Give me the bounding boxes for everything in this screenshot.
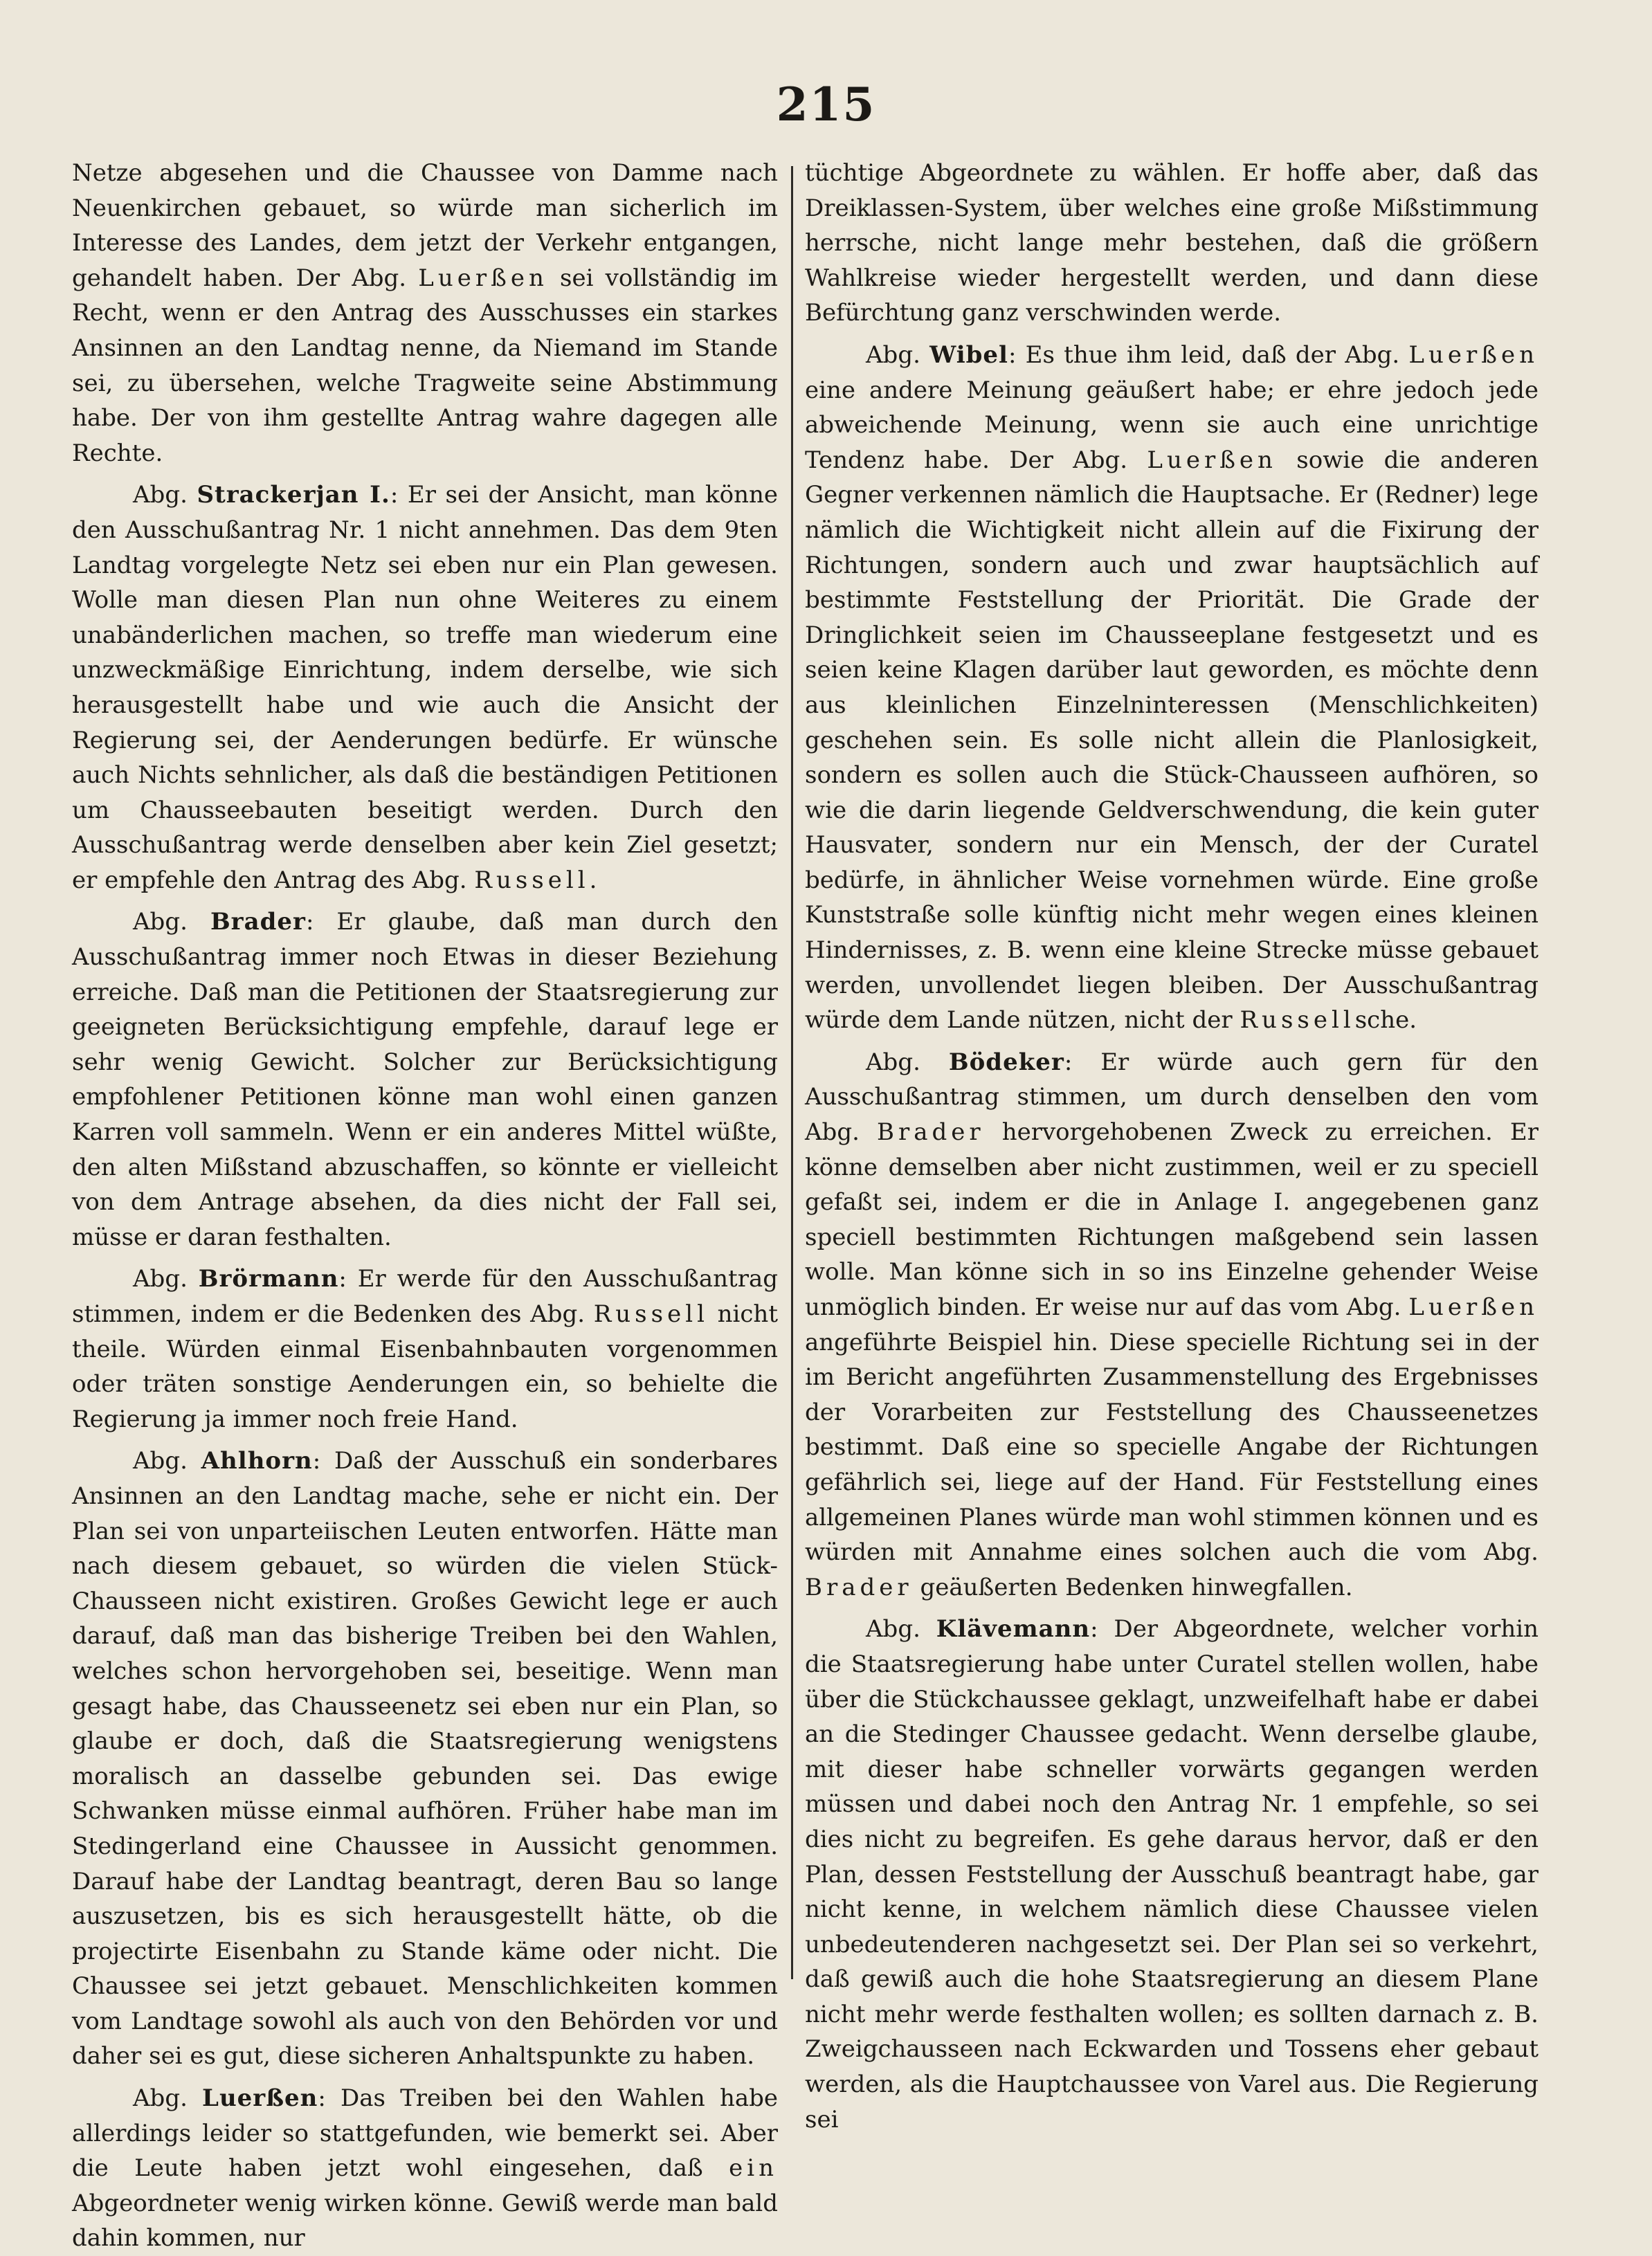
paragraph-text: . bbox=[589, 866, 597, 894]
spaced-name: ein bbox=[729, 2154, 778, 2183]
column-rule bbox=[791, 166, 793, 1979]
paragraph-text: : Der Abgeordnete, welcher vorhin die Staatsregierung habe unter Curatel stellen wollen, habe über die Stückchaussee geklagt, unzweifelhaft habe er dabei an die Stedinger Chaussee gedacht. Wenn derselbe glaube, mit dieser habe schneller vorwärts gegangen werden müssen und dabei noch den Antrag Nr. 1 empfehle, so sei dies nicht zu begreifen. Es gehe daraus hervor, daß er den Plan, dessen Feststellung der Ausschuß beantragt habe, gar nicht kenne, in welchem nämlich diese Chaussee vielen unbedeutenderen nachgesetzt sei. Der Plan sei so verkehrt, daß gewiß auch die hohe Staatsregierung an diesem Plane nicht mehr werde festhalten wollen; es sollten darnach z. B. Zweigchausseen nach Eckwarden und Tossens eher gebaut werden, als die Hauptchaussee von Varel aus. Die Regierung sei bbox=[805, 1615, 1538, 2134]
speaker-name: Brader bbox=[210, 908, 306, 936]
paragraph-text: angeführte Beispiel hin. Diese specielle Richtung sei in der im Bericht angeführten Zusammenstellung des Ergebnisses der Vorarbeiten zur Feststellung des Chausseenetzes bestimmt. Daß eine so specielle Angabe der Richtungen gefährlich sei, liege auf der Hand. Für Feststellung eines allgemeinen Planes würde man wohl stimmen können und es würden mit Annahme eines solchen auch die vom Abg. bbox=[805, 1328, 1538, 1567]
paragraph-text: Abg. bbox=[133, 2084, 203, 2113]
spaced-name: Russell bbox=[1240, 1006, 1355, 1035]
speaker-name: Luerßen bbox=[202, 2084, 318, 2113]
paragraph-text: Abg. bbox=[133, 1265, 199, 1293]
paragraph-text: Netze abgesehen und die Chaussee von Damme nach Neuenkirchen gebauet, so würde man sicherlich im Interesse des Landes, dem jetzt der Verkehr entgangen, gehandelt haben. Der Abg. bbox=[72, 159, 778, 292]
paragraph bbox=[72, 156, 778, 471]
paragraph-text: Abg. bbox=[133, 481, 197, 509]
paragraph-text: eine andere Meinung geäußert habe; er ehre jedoch jede abweichende Meinung, wenn sie auch eine unrichtige Tendenz habe. Der Abg. bbox=[805, 376, 1538, 474]
paragraph bbox=[72, 1262, 778, 1437]
right-column bbox=[805, 156, 1538, 2137]
paragraph-text: : Er werde für den Ausschußantrag stimmen, indem er die Bedenken des Abg. bbox=[72, 1265, 778, 1328]
paragraph-text: Abg. bbox=[866, 340, 930, 369]
paragraph-text: sowie die anderen Gegner verkennen nämlich die Hauptsache. Er (Redner) lege nämlich die Wichtigkeit nicht allein auf die Fixirung der Richtungen, sondern auch und zwar hauptsächlich auf bestimmte Feststellung der Priorität. Die Grade der Dringlichkeit seien im Chausseeplane festgesetzt und es seien keine Klagen darüber laut geworden, es möchte denn aus kleinlichen Einzelninteressen (Menschlichkeiten) geschehen sein. Es solle nicht allein die Planlosigkeit, sondern es sollen auch die Stück-Chausseen aufhören, so wie die darin liegende Geldverschwendung, die kein guter Hausvater, sondern nur ein Mensch, der der Curatel bedürfe, in ähnlicher Weise vornehmen würde. Eine große Kunststraße solle künftig nicht mehr wegen eines kleinen Hindernisses, z. B. wenn eine kleine Strecke müsse gebauet werden, unvollendet liegen bleiben. Der Ausschußantrag würde dem Lande nützen, nicht der bbox=[805, 446, 1538, 1035]
paragraph-text: : Daß der Ausschuß ein sonderbares Ansinnen an den Landtag mache, sehe er nicht ein. Der Plan sei von unparteiischen Leuten entworfen. Hätte man nach diesem gebauet, so würden die vielen Stück-Chausseen nicht existiren. Großes Gewicht lege er auch darauf, daß man das bisherige Treiben bei den Wahlen, welches schon hervorgehoben sei, beseitige. Wenn man gesagt habe, das Chausseenetz sei eben nur ein Plan, so glaube er doch, daß die Staatsregierung wenigstens moralisch an dasselbe gebunden sei. Das ewige Schwanken müsse einmal aufhören. Früher habe man im Stedingerland eine Chaussee in Aussicht genommen. Darauf habe der Landtag beantragt, deren Bau so lange auszusetzen, bis es sich herausgestellt hätte, ob die projectirte Eisenbahn zu Stande käme oder nicht. Die Chaussee sei jetzt gebauet. Menschlichkeiten kommen vom Landtage sowohl als auch von den Behörden vor und daher sei es gut, diese sicheren Anhaltspunkte zu haben. bbox=[72, 1447, 778, 2071]
speaker-name: Brörmann bbox=[198, 1265, 339, 1293]
spaced-name: Russell bbox=[593, 1300, 709, 1328]
spaced-name: Brader bbox=[876, 1118, 985, 1147]
speaker-name: Wibel bbox=[929, 340, 1008, 369]
paragraph-text: : Er sei der Ansicht, man könne den Ausschußantrag Nr. 1 nicht annehmen. Das dem 9ten Landtag vorgelegte Netz sei eben nur ein Plan gewesen. Wolle man diesen Plan nun ohne Weiteres zu einem unabänderlichen machen, so treffe man wiederum eine unzweckmäßige Einrichtung, indem derselbe, wie sich herausgestellt habe und wie auch die Ansicht der Regierung sei, der Aenderungen bedürfe. Er wünsche auch Nichts sehnlicher, als daß die beständigen Petitionen um Chausseebauten beseitigt werden. Durch den Ausschußantrag werde denselben aber kein Ziel gesetzt; er empfehle den Antrag des Abg. bbox=[72, 481, 778, 894]
paragraph bbox=[72, 1444, 778, 2074]
paragraph-text: Abg. bbox=[866, 1615, 936, 1644]
paragraph-text: : Er würde auch gern für den Ausschußantrag stimmen, um durch denselben den vom Abg. bbox=[805, 1048, 1538, 1147]
paragraph bbox=[72, 904, 778, 1255]
paragraph-text: Abg. bbox=[133, 1447, 201, 1475]
paragraph-text: Abg. bbox=[866, 1048, 949, 1076]
speaker-name: Bödeker bbox=[948, 1048, 1064, 1076]
speaker-name: Strackerjan I. bbox=[197, 481, 390, 509]
paragraph bbox=[805, 1612, 1538, 2137]
spaced-name: Luerßen bbox=[1408, 340, 1538, 369]
page-number: 215 bbox=[776, 78, 876, 131]
spaced-name: Russell bbox=[474, 866, 590, 894]
paragraph-text: : Das Treiben bei den Wahlen habe allerdings leider so stattgefunden, wie bemerkt sei. Aber die Leute haben jetzt wohl eingesehen, daß bbox=[72, 2084, 778, 2183]
paragraph-text: sei vollständig im Recht, wenn er den Antrag des Ausschusses ein starkes Ansinnen an den Landtag nenne, da Niemand im Stande sei, zu übersehen, welche Tragweite seine Abstimmung habe. Der von ihm gestellte Antrag wahre dagegen alle Rechte. bbox=[72, 264, 779, 467]
paragraph-text: Abgeordneter wenig wirken könne. Gewiß werde man bald dahin kommen, nur bbox=[72, 2189, 778, 2253]
spaced-name: Luerßen bbox=[1408, 1293, 1538, 1321]
paragraph-text: : Er glaube, daß man durch den Ausschußantrag immer noch Etwas in dieser Beziehung erreiche. Daß man die Petitionen der Staatsregierung zur geeigneten Berücksichtigung empfehle, darauf lege er sehr wenig Gewicht. Solcher zur Berücksichtigung empfohlener Petitionen könne man wohl einen ganzen Karren voll sammeln. Wenn er ein anderes Mittel wüßte, den alten Mißstand abzuschaffen, so könnte er vielleicht von dem Antrage absehen, da dies nicht der Fall sei, müsse er daran festhalten. bbox=[72, 908, 778, 1251]
paragraph bbox=[72, 2081, 778, 2256]
spaced-name: Luerßen bbox=[1147, 446, 1277, 474]
paragraph-text: nicht theile. Würden einmal Eisenbahnbauten vorgenommen oder träten sonstige Aenderungen ein, so behielte die Regierung ja immer noch freie Hand. bbox=[72, 1300, 778, 1433]
speaker-name: Ahlhorn bbox=[201, 1447, 313, 1475]
speaker-name: Klävemann bbox=[936, 1615, 1091, 1644]
paragraph-text: geäußerten Bedenken hinwegfallen. bbox=[912, 1573, 1353, 1601]
paragraph-text: tüchtige Abgeordnete zu wählen. Er hoffe aber, daß das Dreiklassen-System, über welches eine große Mißstimmung herrsche, nicht lange mehr bestehen, daß die größern Wahlkreise wieder hergestellt werden, und dann diese Befürchtung ganz verschwinden werde. bbox=[805, 159, 1538, 327]
paragraph-text: : Es thue ihm leid, daß der Abg. bbox=[1008, 340, 1409, 369]
spaced-name: Brader bbox=[805, 1573, 913, 1601]
paragraph-text: Abg. bbox=[133, 908, 210, 936]
left-column bbox=[72, 156, 778, 2256]
spaced-name: Luerßen bbox=[418, 264, 548, 292]
paragraph bbox=[805, 156, 1538, 331]
paragraph bbox=[805, 1045, 1538, 1605]
paragraph-text: hervorgehobenen Zweck zu erreichen. Er könne demselben aber nicht zustimmen, weil er zu speciell gefaßt sei, indem er die in Anlage I. angegebenen ganz speciell bestimmten Richtungen maßgebend sein lassen wolle. Man könne sich in so ins Einzelne gehender Weise unmöglich binden. Er weise nur auf das vom Abg. bbox=[805, 1118, 1538, 1321]
paragraph-text: sche. bbox=[1354, 1006, 1417, 1035]
paragraph bbox=[805, 338, 1538, 1038]
paragraph bbox=[72, 477, 778, 898]
